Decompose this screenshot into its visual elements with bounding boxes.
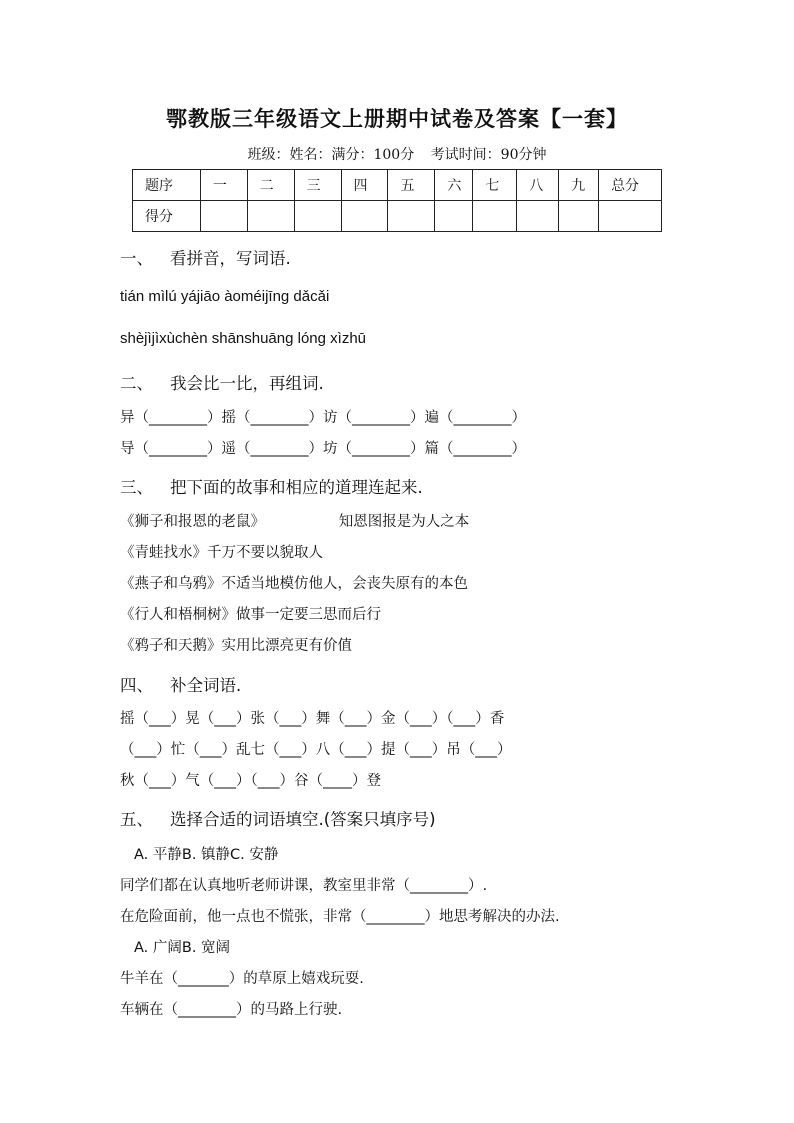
question-line: 车辆在（________）的马路上行驶. [120,1002,343,1018]
header-cell: 六 [435,170,473,201]
section-number: 一、 [120,249,153,268]
header-cell: 四 [341,170,388,201]
option-line: A. 平静B. 镇静C. 安静 [134,847,279,863]
score-table-score-row [133,201,662,232]
row-label: 得分 [133,201,201,232]
section-number: 三、 [120,478,153,497]
section-heading [120,245,291,269]
section-title: 选择合适的词语填空.(答案只填序号) [170,810,436,829]
pinyin-line: shèjìjìxùchèn shānshuāng lóng xìzhū [120,330,367,347]
exam-info [0,144,794,164]
score-cell[interactable] [294,201,341,232]
question-line: 《行人和梧桐树》做事一定要三思而后行 [120,607,381,623]
question-line: 《燕子和乌鸦》不适当地模仿他人，会丧失原有的本色 [120,576,468,592]
score-cell[interactable] [388,201,435,232]
question-line: 《鸦子和天鹅》实用比漂亮更有价值 [120,638,352,654]
score-cell[interactable] [200,201,247,232]
section-title: 我会比一比，再组词. [170,374,324,393]
exam-info-right: 考试时间：90分钟 [430,147,547,163]
header-cell: 一 [200,170,247,201]
score-cell[interactable] [559,201,599,232]
section-number: 四、 [120,676,153,695]
score-cell[interactable] [435,201,473,232]
section-heading [120,672,241,696]
header-cell: 三 [294,170,341,201]
header-cell: 七 [473,170,517,201]
header-cell: 题序 [133,170,201,201]
score-table [132,169,662,232]
section-heading [120,806,436,830]
score-cell[interactable] [473,201,517,232]
header-cell: 五 [388,170,435,201]
score-cell[interactable] [341,201,388,232]
question-line: 牛羊在（_______）的草原上嬉戏玩耍. [120,971,364,987]
score-table-header-row [133,170,662,201]
page-title: 鄂教版三年级语文上册期中试卷及答案【一套】 [166,106,628,131]
question-line: 异（________）摇（________）访（________）遍（________） [120,410,526,426]
header-cell: 八 [517,170,559,201]
section-title: 补全词语. [170,676,242,695]
question-line: （___）忙（___）乱七（___）八（___）提（___）吊（___） [120,742,512,758]
question-line: 秋（___）气（___）（___）谷（____）登 [120,773,381,789]
score-cell[interactable] [517,201,559,232]
section-number: 五、 [120,810,153,829]
score-cell[interactable] [599,201,662,232]
section-title: 看拼音，写词语. [170,249,291,268]
question-line: 在危险面前，他一点也不慌张，非常（________）地思考解决的办法. [120,909,560,925]
question-line: 导（________）遥（________）坊（________）篇（________） [120,441,526,457]
score-cell[interactable] [247,201,294,232]
section-heading [120,370,324,394]
pinyin-line: tián mìlú yájiāo àoméijīng dǎcǎi [120,288,330,305]
question-line: 《青蛙找水》千万不要以貌取人 [120,545,323,561]
question-line: 摇（___）晃（___）张（___）舞（___）金（___）（___）香 [120,711,505,727]
exam-info-left: 班级：姓名：满分：100分 [247,147,415,163]
header-cell: 二 [247,170,294,201]
section-heading [120,474,423,498]
header-cell: 九 [559,170,599,201]
question-line: 《狮子和报恩的老鼠》 知恩图报是为人之本 [120,514,470,530]
section-number: 二、 [120,374,153,393]
section-title: 把下面的故事和相应的道理连起来. [170,478,423,497]
header-cell: 总分 [599,170,662,201]
question-line: 同学们都在认真地听老师讲课，教室里非常（________）. [120,878,488,894]
option-line: A. 广阔B. 宽阔 [134,940,231,956]
